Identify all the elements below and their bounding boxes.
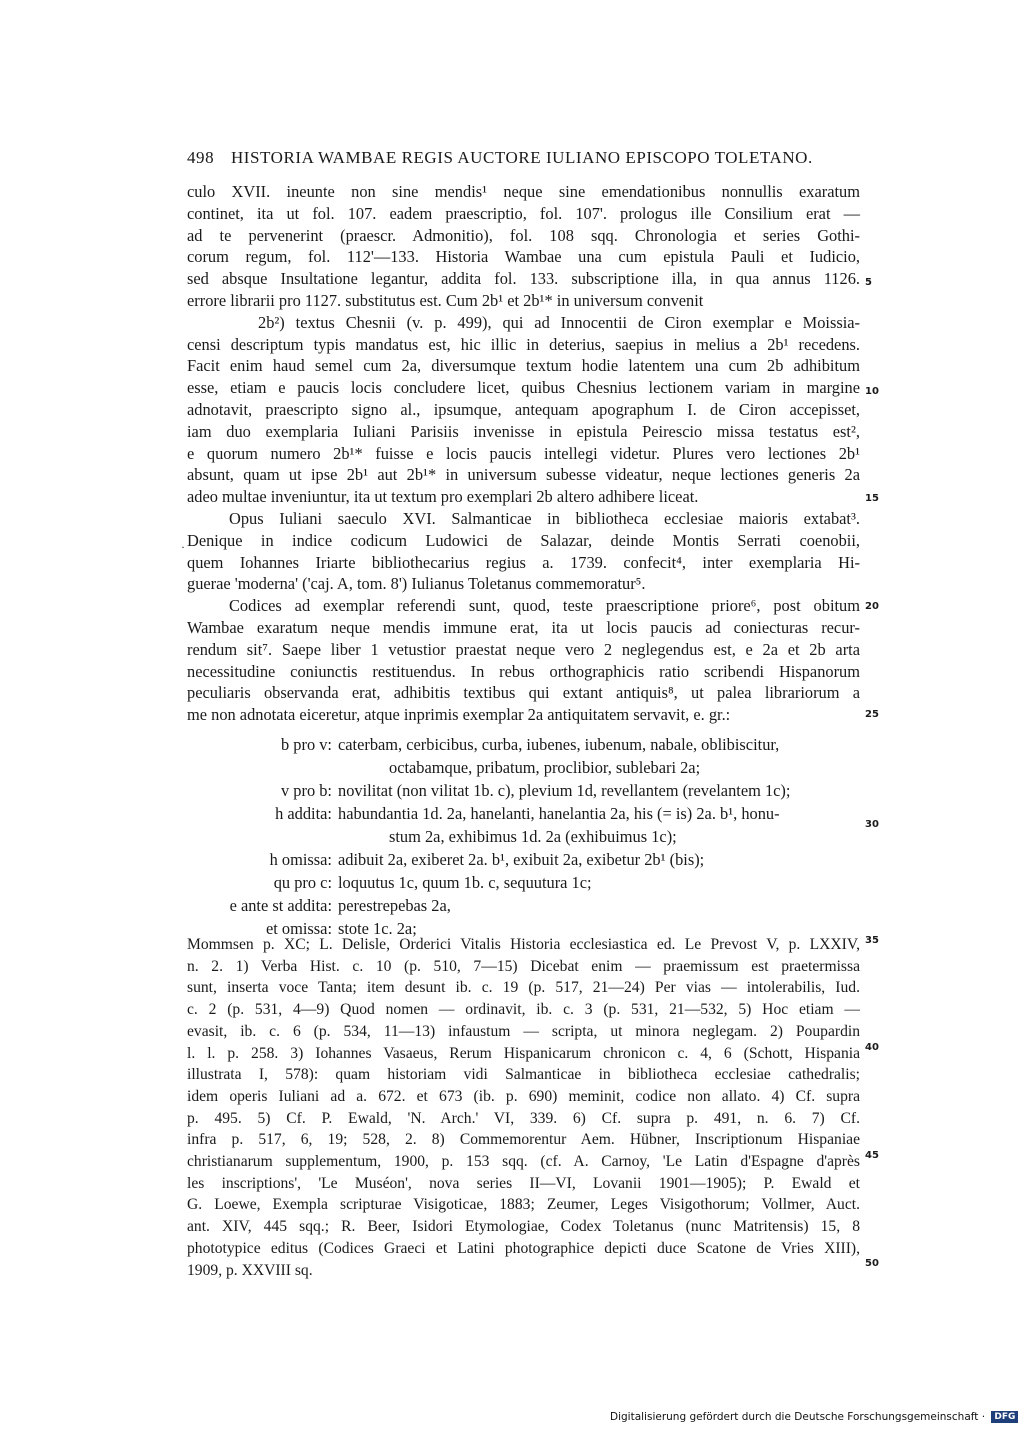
example-label: h addita: [275, 804, 332, 823]
footnote-line: 1909, p. XXVIII sq. [187, 1261, 313, 1279]
footnote-line: c. 2 (p. 531, 4—9) Quod nomen — ordinavit, ib. c. 3 (p. 531, 21—532, 5) Hoc etiam — [187, 1001, 860, 1019]
example-label: qu pro c: [273, 873, 332, 892]
example-row [187, 848, 860, 871]
line-number-10: 10 [865, 386, 879, 397]
footnote-line: illustrata I, 578): quam historiam vidi Salmanticae in bibliotheca ecclesiae cathedralis; [187, 1066, 860, 1084]
text-line: peculiaris observanda erat, adhibitis textibus qui extant antiquis⁸, ut palea librariorum a [187, 683, 860, 703]
example-label: h omissa: [269, 850, 332, 869]
example-label: v pro b: [281, 781, 332, 800]
credit-text: Digitalisierung gefördert durch die Deutsche Forschungsgemeinschaft · [610, 1411, 986, 1423]
running-header [187, 148, 867, 168]
text-line: necessitudine coniunctis restituendus. In rebus orthographicis ratio scribendi Hispanorum [187, 661, 860, 681]
footnote-line: infra p. 517, 6, 19; 528, 2. 8) Commemorentur Aem. Hübner, Inscriptionum Hispaniae [187, 1131, 860, 1149]
line-number-20: 20 [865, 601, 879, 612]
footnote-line: l. l. p. 258. 3) Iohannes Vasaeus, Rerum Hispanicarum chronicon c. 4, 6 (Schott, Hispania [187, 1044, 860, 1062]
text-line: iam duo exemplaria Iuliani Parisiis invenisse in epistula Peirescio missa testatus est², [187, 421, 860, 441]
text-line: adeo multae inveniuntur, ita ut textum pro exemplari 2b altero adhibere liceat. [187, 487, 699, 507]
text-line: Wambae exaratum neque mendis immune erat, ita ut locis paucis ad coniecturas recur- [187, 617, 860, 637]
example-continuation: stum 2a, exhibimus 1d. 2a (exhibuimus 1c); [389, 827, 677, 846]
text-line: 2b²) textus Chesnii (v. p. 499), qui ad Innocentii de Ciron exemplar e Moissia- [258, 312, 860, 332]
text-line: corum regum, fol. 112'—133. Historia Wambae una cum epistula Pauli et Iudicio, [187, 247, 860, 267]
margin-mark: · [181, 540, 185, 554]
footnote-line: christianarum supplementum, 1900, p. 153 sqq. (cf. A. Carnoy, 'Le Latin d'Espagne d'après [187, 1153, 860, 1171]
line-number-40: 40 [865, 1042, 879, 1053]
page-number: 498 [187, 148, 215, 167]
text-line: guerae 'moderna' ('caj. A, tom. 8') Iulianus Toletanus commemoratur⁵. [187, 574, 646, 594]
line-number-15: 15 [865, 493, 879, 504]
text-line: sed absque Insultatione legantur, addita fol. 133. subscriptione illa, in qua annus 1126. [187, 269, 860, 289]
text-line: e quorum numero 2b¹* fuisse e locis paucis intellegi videtur. Plures vero lectiones 2b¹ [187, 443, 860, 463]
example-row [187, 894, 860, 917]
orthography-examples [187, 733, 860, 940]
footnote-line: p. 495. 5) Cf. P. Ewald, 'N. Arch.' VI, 339. 6) Cf. supra p. 491, n. 6. 7) Cf. [187, 1109, 860, 1127]
text-line: adnotavit, praescripto signo al., ipsumque, antequam apographum I. de Ciron accepisset, [187, 399, 860, 419]
text-line: rendum sit⁷. Saepe liber 1 vetustior praestat neque vero 2 neglegendus est, e 2a et 2b arta [187, 639, 860, 659]
main-text [187, 181, 860, 726]
line-number-25: 25 [865, 709, 879, 720]
text-line: errore librarii pro 1127. substitutus est. Cum 2b¹ et 2b¹* in universum convenit [187, 290, 704, 310]
example-label: b pro v: [281, 735, 332, 754]
text-line: censi descriptum typis mandatus est, hic illic in deterius, saepius in melius a 2b¹ recedens. [187, 334, 860, 354]
footnote-line: phototypice editus (Codices Graeci et Latini photographice depicti duce Scatone de Vries XIII), [187, 1239, 860, 1257]
example-row [187, 802, 860, 825]
text-line: culo XVII. ineunte non sine mendis¹ neque sine emendationibus nonnullis exaratum [187, 182, 860, 201]
text-line: continet, ita ut fol. 107. eadem praescriptio, fol. 107'. prologus ille Consilium erat — [187, 203, 860, 223]
text-line: quem Iohannes Iriarte bibliothecarius regius a. 1739. confecit⁴, inter exemplaria Hi- [187, 552, 860, 572]
footnote-line: sunt, inserta voce Tanta; item desunt ib. c. 19 (p. 517, 21—24) Per vias — intolerabilis, Iud. [187, 979, 860, 997]
dfg-logo: DFG [991, 1411, 1018, 1423]
text-line: Facit enim haud semel cum 2a, diversumque textum hodie latentem una cum 2b adhibitum [187, 356, 860, 376]
text-line: absunt, quam ut ipse 2b¹ aut 2b¹* in universum subesse videatur, neque lectiones generis 2a [187, 465, 860, 485]
example-label: et omissa: [265, 919, 332, 938]
example-value: caterbam, cerbicibus, curba, iubenes, iubenum, nabale, oblibiscitur, [338, 735, 780, 754]
example-value: novilitat (non vilitat 1b. c), plevium 1d, revellantem (revelantem 1c); [338, 781, 791, 800]
text-paragraphs [187, 181, 860, 726]
example-value: habundantia 1d. 2a, hanelanti, hanelantia 2a, his (= is) 2a. b¹, honu- [338, 804, 780, 823]
text-line: Opus Iuliani saeculo XVI. Salmanticae in bibliotheca ecclesiae maioris extabat³. [229, 508, 860, 528]
example-row [187, 871, 860, 894]
footnote-line: les inscriptions', 'Le Muséon', nova series II—VI, Lovanii 1901—1905); P. Ewald et [187, 1174, 860, 1192]
line-number-5: 5 [865, 277, 872, 288]
example-row [187, 779, 860, 802]
example-value: perestrepebas 2a, [338, 896, 451, 915]
text-line: ad te pervenerint (praescr. Admonitio), fol. 108 sqq. Chronologia et series Gothi- [187, 225, 860, 245]
footnote-line: idem operis Iuliani ad a. 672. et 673 (ib. p. 690) meminit, codice non allato. 4) Cf. supra [187, 1087, 860, 1105]
running-title: HISTORIA WAMBAE REGIS AUCTORE IULIANO EPISCOPO TOLETANO. [230, 148, 813, 167]
footnote-line: G. Loewe, Exempla scripturae Visigoticae, 1883; Zeumer, Leges Visigothorum; Vollmer, Auct. [187, 1196, 860, 1214]
footnote-line: n. 2. 1) Verba Hist. c. 10 (p. 510, 7—15) Dicebat enim — praemissum est praetermissa [187, 957, 860, 975]
line-number-30: 30 [865, 819, 879, 830]
example-label: e ante st addita: [229, 896, 332, 915]
example-value: loquutus 1c, quum 1b. c, sequutura 1c; [338, 873, 592, 892]
line-number-45: 45 [865, 1150, 879, 1161]
example-value: adibuit 2a, exiberet 2a. b¹, exibuit 2a, exibetur 2b¹ (bis); [338, 850, 705, 869]
text-line: Codices ad exemplar referendi sunt, quod, teste praescriptione priore⁶, post obitum [229, 596, 860, 616]
line-number-35: 35 [865, 935, 879, 946]
footnote-line: Mommsen p. XC; L. Delisle, Orderici Vitalis Historia ecclesiastica ed. Le Prevost V, p. LXXIV, [187, 936, 860, 953]
footnote-line: evasit, ib. c. 6 (p. 534, 11—13) infaustum — scripta, ut minora neglegam. 2) Poupardin [187, 1022, 860, 1040]
example-value: stote 1c. 2a; [338, 919, 417, 938]
line-number-50: 50 [865, 1258, 879, 1269]
text-line: esse, etiam e paucis locis concludere licet, quibus Chesnius lectionem variam in margine [187, 378, 860, 398]
text-line: me non adnotata eiceretur, atque inprimis exemplar 2a antiquitatem servavit, e. gr.: [187, 705, 731, 725]
digitization-credit [610, 1411, 1018, 1423]
example-row [187, 733, 860, 756]
text-line: Denique in indice codicum Ludowici de Salazar, deinde Montis Serrati coenobii, [187, 530, 860, 550]
footnote-line: ant. XIV, 445 sqq.; R. Beer, Isidori Etymologiae, Codex Toletanus (nunc Matritensis) 15, 8 [187, 1218, 860, 1236]
footnotes [187, 934, 860, 1281]
example-continuation: octabamque, pribatum, proclibior, sublebari 2a; [389, 758, 701, 777]
